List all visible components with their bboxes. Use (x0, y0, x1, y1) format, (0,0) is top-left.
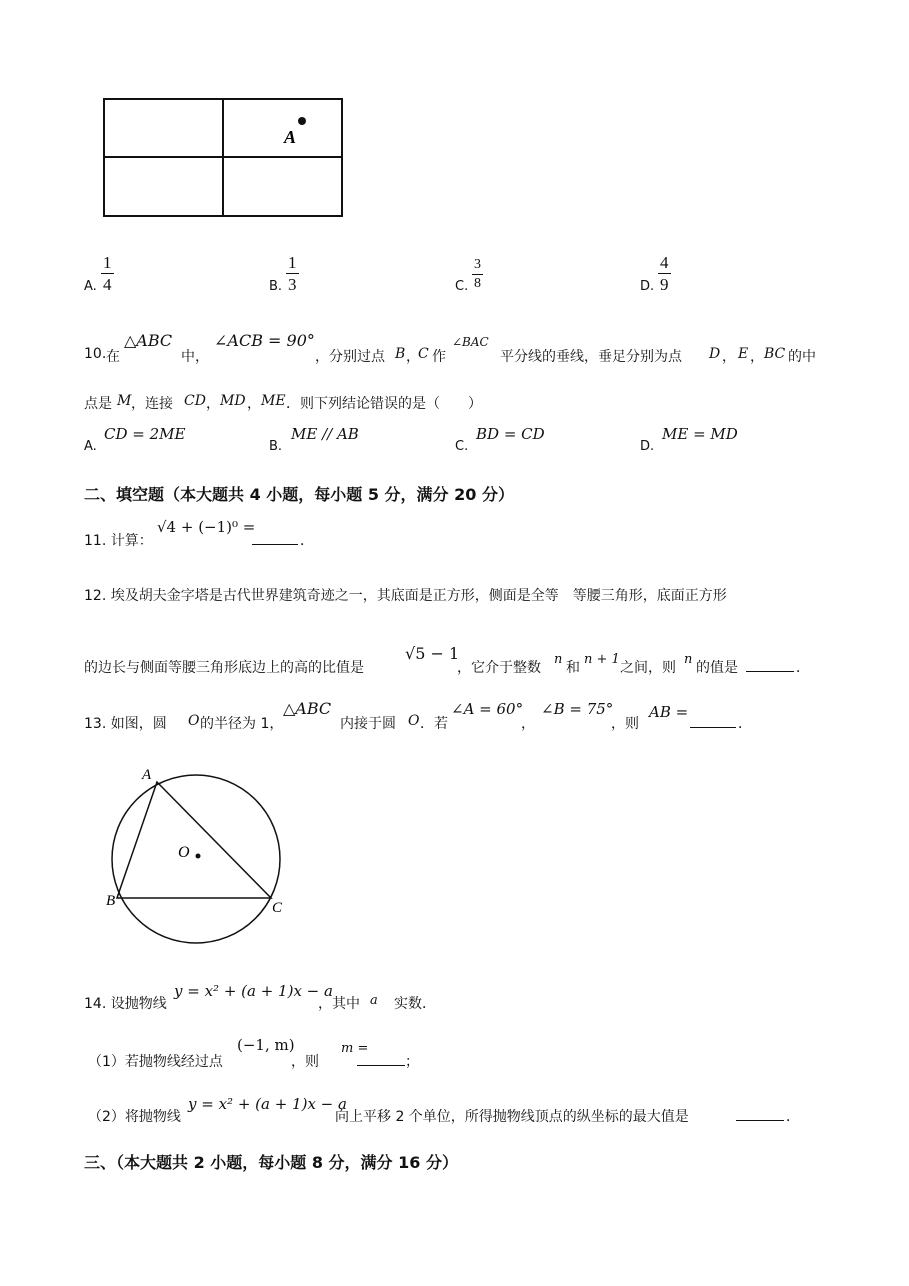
q10-text: 中， (181, 349, 209, 365)
circle-figure (100, 760, 300, 950)
option-letter: D. (640, 279, 655, 294)
q10-text: ， (750, 349, 764, 365)
q10-text: 作 (432, 349, 446, 365)
q10-text: 平分线的垂线，垂足分别为点 (500, 349, 682, 365)
option-letter: A. (84, 439, 97, 454)
q14-part2: （2）将抛物线 (88, 1109, 181, 1125)
label-b: B (106, 893, 116, 909)
q14-text: 实数． (380, 996, 436, 1012)
q10-text: ．则下列结论错误的是（ ） (286, 396, 482, 412)
fraction: 1 4 (103, 253, 112, 294)
q13-text: ， (521, 716, 535, 732)
q11-expr: √4 + (−1)⁰ = (157, 518, 256, 536)
q10-var: MD (220, 393, 246, 409)
q10-bac: ∠BAC (452, 335, 489, 349)
q14-text: 14. 设抛物线 (84, 996, 167, 1012)
answer-blank[interactable] (690, 713, 736, 728)
q13-triangle: △ABC (283, 699, 332, 718)
q14-expr: y = x² + (a + 1)x − a (188, 1095, 347, 1113)
q10-var: CD (184, 393, 206, 409)
q14-expr: y = x² + (a + 1)x − a (174, 982, 333, 1000)
q12-text: 的值是 (696, 660, 738, 676)
q10-number: 10. (84, 346, 107, 362)
q14-text: 向上平移 2 个单位，所得抛物线顶点的纵坐标的最大值是 (335, 1109, 689, 1125)
section-3-heading: 三、（本大题共 2 小题，每小题 8 分，满分 16 分） (84, 1153, 458, 1172)
center-point (196, 854, 201, 859)
q10-var: B (395, 346, 406, 362)
q12-sqrt: √5 − 1 (405, 644, 460, 663)
q10-var: C (418, 346, 429, 362)
q12-text: 和 (566, 660, 580, 676)
answer-blank[interactable] (736, 1106, 784, 1121)
fraction: 3 8 (474, 257, 481, 291)
q10-text: ， (406, 349, 420, 365)
grid-figure (100, 95, 350, 220)
q10-text: ，连接 (131, 396, 173, 412)
answer-blank[interactable] (252, 530, 298, 545)
label-c: C (272, 900, 283, 916)
q10-text: 在 (106, 349, 120, 365)
q13-text: ．若 (420, 716, 448, 732)
q13-angle-a: ∠A = 60° (451, 700, 524, 718)
point-a (298, 117, 306, 125)
q14-text: ，则 (291, 1054, 319, 1070)
q12-end: ． (796, 660, 810, 676)
option-letter: A. (84, 279, 97, 294)
q10-triangle: △ABC (124, 331, 173, 350)
option-expr: ME // AB (291, 425, 359, 443)
q10-var: E (738, 346, 749, 362)
q10-var: M (117, 393, 132, 409)
option-expr: BD = CD (476, 425, 545, 443)
option-letter: C. (455, 279, 469, 294)
q10-text: ， (206, 396, 220, 412)
q13-angle-b: ∠B = 75° (541, 700, 614, 718)
q14-var: a (370, 993, 378, 1008)
label-o: O (178, 844, 190, 861)
option-expr: CD = 2ME (104, 425, 186, 443)
q10-text: 点是 (84, 396, 112, 412)
q12-var: n + 1 (584, 652, 620, 667)
q14-end: ． (786, 1109, 800, 1125)
q12-var: n (554, 652, 563, 667)
q13-text: 的半径为 1， (200, 716, 284, 732)
q14-part1: （1）若抛物线经过点 (88, 1054, 223, 1070)
fraction: 4 9 (660, 253, 669, 294)
q11-end: ． (300, 533, 314, 549)
q10-text: ， (722, 349, 736, 365)
q10-angle: ∠ACB = 90° (214, 331, 315, 350)
answer-blank[interactable] (746, 657, 794, 672)
q10-text: ，分别过点 (315, 349, 385, 365)
q13-var: O (188, 713, 200, 729)
q10-var: ME (261, 393, 286, 409)
point-a-label: A (284, 127, 297, 147)
q12-text: 12. 埃及胡夫金字塔是古代世界建筑奇迹之一，其底面是正方形，侧面是全等 等腰三角形，底面正方形 (84, 588, 727, 604)
fraction: 1 3 (288, 253, 297, 294)
q10-text: ， (247, 396, 261, 412)
q14-end: ； (405, 1054, 419, 1070)
section-2-heading: 二、填空题（本大题共 4 小题，每小题 5 分，满分 20 分） (84, 485, 514, 504)
q12-text: ，它介于整数 (457, 660, 541, 676)
q11-text: 11. 计算： (84, 533, 153, 549)
q13-var: O (408, 713, 420, 729)
circle-o (112, 775, 280, 943)
q13-text: 13. 如图，圆 (84, 716, 167, 732)
q12-var: n (684, 652, 693, 667)
answer-blank[interactable] (357, 1051, 405, 1066)
option-letter: B. (269, 279, 283, 294)
q13-end: ． (738, 716, 752, 732)
q12-text: 之间，则 (620, 660, 676, 676)
q10-var: BC (764, 346, 786, 362)
q13-text: 内接于圆 (340, 716, 396, 732)
label-a: A (142, 767, 152, 783)
q14-point: (−1, m) (237, 1036, 295, 1054)
option-expr: ME = MD (662, 425, 738, 443)
triangle-abc (117, 782, 271, 898)
q10-var: D (709, 346, 721, 362)
q13-ab: AB = (649, 703, 689, 721)
option-letter: B. (269, 439, 283, 454)
option-letter: C. (455, 439, 469, 454)
q12-text: 的边长与侧面等腰三角形底边上的高的比值是 (84, 660, 364, 676)
q14-text: ，其中 (318, 996, 360, 1012)
option-letter: D. (640, 439, 655, 454)
q14-m: m = (341, 1041, 369, 1056)
q13-text: ，则 (611, 716, 639, 732)
q10-text: 的中 (788, 349, 816, 365)
